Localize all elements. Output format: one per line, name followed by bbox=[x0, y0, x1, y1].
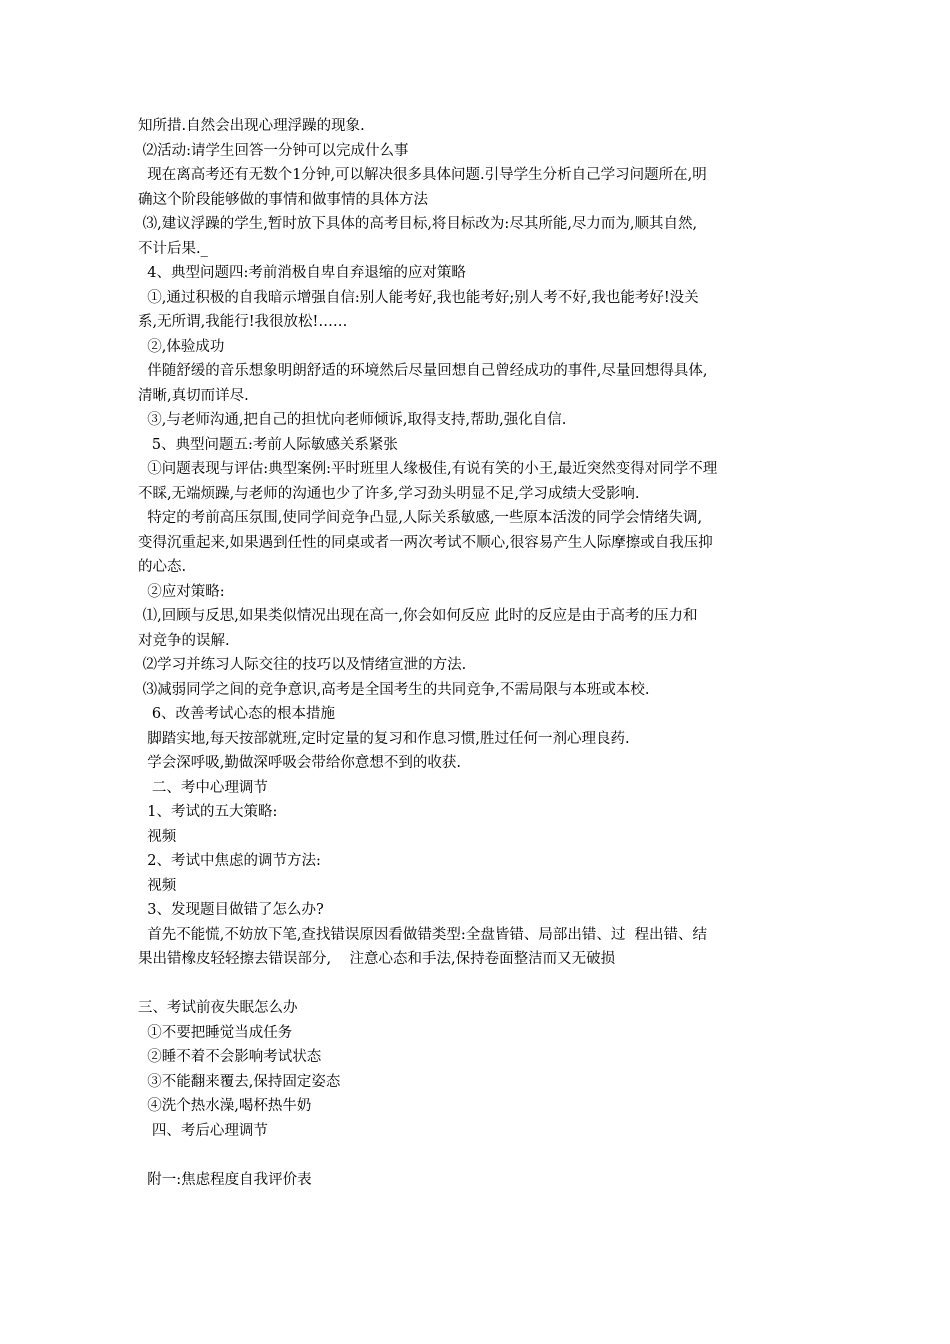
paragraph-line: ①问题表现与评估:典型案例:平时班里人缘极佳,有说有笑的小王,最近突然变得对同学不理 bbox=[138, 461, 718, 477]
paragraph-line: ③不能翻来覆去,保持固定姿态 bbox=[138, 1073, 341, 1090]
paragraph-line: 清晰,真切而详尽. bbox=[138, 387, 249, 404]
paragraph-line: 学会深呼吸,勤做深呼吸会带给你意想不到的收获. bbox=[138, 755, 461, 771]
paragraph-line: 确这个阶段能够做的事情和做事情的具体方法 bbox=[138, 191, 428, 208]
paragraph-line: 2、考试中焦虑的调节方法: bbox=[138, 853, 321, 869]
blank-line bbox=[138, 1143, 814, 1168]
paragraph-line: ⑴,回顾与反思,如果类似情况出现在高一,你会如何反应 此时的反应是由于高考的压力和 bbox=[138, 608, 698, 624]
paragraph-line: 首先不能慌,不妨放下笔,查找错误原因看做错类型:全盘皆错、局部出错、过 程出错、结 bbox=[138, 926, 708, 943]
paragraph-line: ⑵学习并练习人际交往的技巧以及情绪宣泄的方法. bbox=[138, 657, 467, 673]
paragraph-line: ①不要把睡觉当成任务 bbox=[138, 1024, 293, 1041]
paragraph-line: 系,无所谓,我能行!我很放松!…… bbox=[138, 314, 348, 330]
paragraph-line: ②睡不着不会影响考试状态 bbox=[138, 1049, 322, 1065]
section-heading: 6、改善考试心态的根本措施 bbox=[138, 706, 336, 722]
paragraph-line: ②应对策略: bbox=[138, 583, 225, 600]
section-heading: 4、典型问题四:考前消极自卑自弃退缩的应对策略 bbox=[138, 265, 466, 281]
paragraph-line: 知所措.自然会出现心理浮躁的现象. bbox=[138, 118, 365, 134]
paragraph-line: ②,体验成功 bbox=[138, 338, 225, 355]
paragraph-line: ⑶减弱同学之间的竞争意识,高考是全国考生的共同竞争,不需局限与本班或本校. bbox=[138, 681, 650, 698]
blank-line bbox=[138, 972, 814, 997]
document-body bbox=[138, 114, 814, 1192]
paragraph-line: ④洗个热水澡,喝杯热牛奶 bbox=[138, 1098, 312, 1114]
section-heading: 二、考中心理调节 bbox=[138, 779, 268, 796]
paragraph-line: 3、发现题目做错了怎么办? bbox=[138, 902, 324, 918]
paragraph-line: 对竞争的误解. bbox=[138, 632, 230, 649]
paragraph-line: 不计后果._ bbox=[138, 240, 208, 257]
paragraph-line: 现在离高考还有无数个1分钟,可以解决很多具体问题.引导学生分析自己学习问题所在,明 bbox=[138, 167, 707, 183]
paragraph-line: ①,通过积极的自我暗示增强自信:别人能考好,我也能考好;别人考不好,我也能考好!没关 bbox=[138, 289, 699, 306]
paragraph-line: 脚踏实地,每天按部就班,定时定量的复习和作息习惯,胜过任何一剂心理良药. bbox=[138, 730, 630, 747]
paragraph-line: 不睬,无端烦躁,与老师的沟通也少了许多,学习劲头明显不足,学习成绩大受影响. bbox=[138, 485, 640, 502]
paragraph-line: 特定的考前高压氛围,使同学间竞争凸显,人际关系敏感,一些原本活泼的同学会情绪失调, bbox=[138, 510, 703, 526]
section-heading: 四、考后心理调节 bbox=[138, 1122, 268, 1139]
paragraph-line: 视频 bbox=[138, 877, 177, 894]
section-heading: 5、典型问题五:考前人际敏感关系紧张 bbox=[138, 436, 398, 453]
section-heading: 三、考试前夜失眠怎么办 bbox=[138, 1000, 298, 1016]
paragraph-line: ⑶,建议浮躁的学生,暂时放下具体的高考目标,将目标改为:尽其所能,尽力而为,顺其自然, bbox=[138, 216, 698, 232]
paragraph-line: 果出错橡皮轻轻擦去错误部分, 注意心态和手法,保持卷面整洁而又无破损 bbox=[138, 951, 616, 967]
paragraph-line: ③,与老师沟通,把自己的担忧向老师倾诉,取得支持,帮助,强化自信. bbox=[138, 412, 567, 428]
paragraph-line: ⑵活动:请学生回答一分钟可以完成什么事 bbox=[138, 142, 409, 159]
paragraph-line: 视频 bbox=[138, 828, 177, 845]
appendix-title: 附一:焦虑程度自我评价表 bbox=[138, 1171, 312, 1188]
paragraph-line: 1、考试的五大策略: bbox=[138, 804, 278, 820]
paragraph-line: 变得沉重起来,如果遇到任性的同桌或者一两次考试不顺心,很容易产生人际摩擦或自我压抑 bbox=[138, 534, 713, 551]
paragraph-line: 伴随舒缓的音乐想象明朗舒适的环境然后尽量回想自己曾经成功的事件,尽量回想得具体, bbox=[138, 363, 708, 379]
paragraph-line: 的心态. bbox=[138, 559, 187, 575]
